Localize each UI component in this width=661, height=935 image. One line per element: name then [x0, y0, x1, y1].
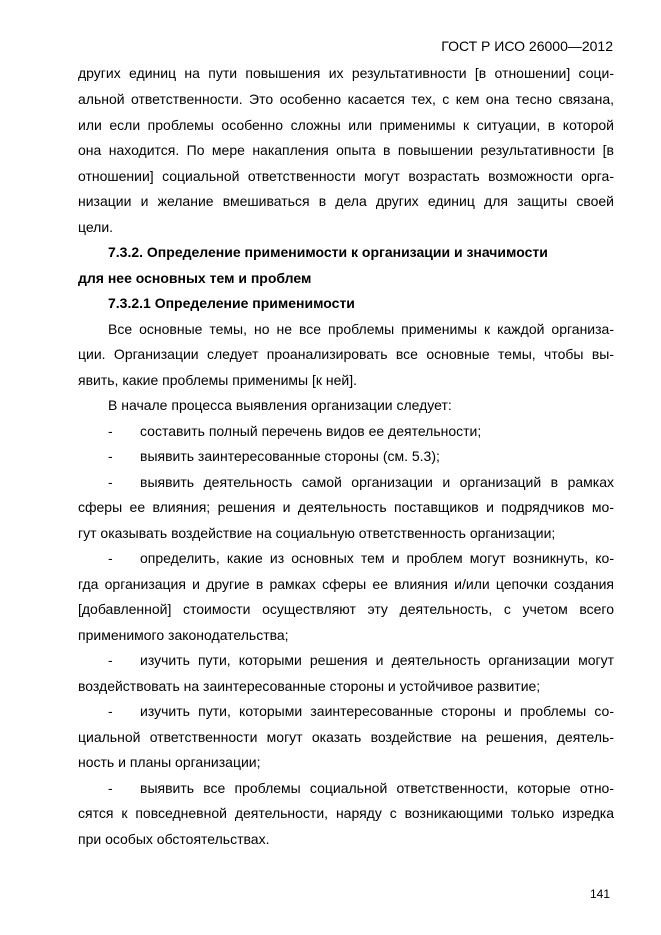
list-dash: -: [108, 652, 113, 668]
list-item: изучить пути, которыми заинтересованные стороны и проблемы со-: [140, 703, 614, 719]
list-dash: -: [108, 448, 113, 464]
page-number: 141: [589, 887, 610, 901]
text-line: или если проблемы особенно сложны или применимы к ситуации, в которой: [78, 117, 614, 133]
list-item: определить, какие из основных тем и проблем могут возникнуть, ко-: [140, 550, 614, 566]
text-line: явить, какие проблемы применимы [к ней].: [78, 372, 357, 388]
text-line: низации и желание вмешиваться в дела других единиц для защиты своей: [78, 193, 614, 209]
list-item-cont: применимого законодательства;: [78, 627, 289, 643]
list-dash: -: [108, 423, 113, 439]
list-dash: -: [108, 703, 113, 719]
list-item: выявить заинтересованные стороны (см. 5.3);: [140, 448, 440, 464]
text-line: других единиц на пути повышения их результативности [в отношении] соци-: [78, 65, 614, 81]
section-heading: 7.3.2. Определение применимости к организации и значимости: [108, 244, 548, 260]
list-dash: -: [108, 550, 113, 566]
text-line: ции. Организации следует проанализировать все основные темы, чтобы вы-: [78, 346, 614, 362]
text-line: она находится. По мере накапления опыта в повышении результативности [в: [78, 142, 614, 158]
list-item: выявить все проблемы социальной ответственности, которые отно-: [140, 780, 614, 796]
text-line: цели.: [78, 219, 114, 235]
list-item-cont: гда организация и другие в рамках сферы ее влияния и/или цепочки создания: [78, 576, 614, 592]
list-item-cont: сятся к повседневной деятельности, наряду с возникающими только изредка: [78, 805, 614, 821]
list-item-cont: гут оказывать воздействие на социальную ответственность организации;: [78, 525, 556, 541]
list-item-cont: циальной ответственности могут оказать воздействие на решения, деятель-: [78, 729, 614, 745]
list-item-cont: ность и планы организации;: [78, 754, 261, 770]
text-line: отношении] социальной ответственности могут возрастать возможности орга-: [78, 168, 614, 184]
list-item: составить полный перечень видов ее деятельности;: [140, 423, 482, 439]
list-item-cont: сферы ее влияния; решения и деятельность поставщиков и подрядчиков мо-: [78, 499, 614, 515]
document-header: ГОСТ Р ИСО 26000—2012: [441, 38, 613, 54]
list-item: выявить деятельность самой организации и организаций в рамках: [140, 474, 614, 490]
list-item-cont: воздействовать на заинтересованные стороны и устойчивое развитие;: [78, 678, 541, 694]
list-item-cont: [добавленной] стоимости осуществляют эту деятельность, с учетом всего: [78, 601, 614, 617]
list-item-cont: при особых обстоятельствах.: [78, 831, 270, 847]
section-heading: для нее основных тем и проблем: [78, 270, 312, 286]
list-item: изучить пути, которыми решения и деятельность организации могут: [140, 652, 614, 668]
text-line: В начале процесса выявления организации следует:: [108, 397, 452, 413]
text-line: Все основные темы, но не все проблемы применимы к каждой организа-: [108, 321, 614, 337]
list-dash: -: [108, 474, 113, 490]
subsection-heading: 7.3.2.1 Определение применимости: [108, 295, 355, 311]
list-dash: -: [108, 780, 113, 796]
text-line: альной ответственности. Это особенно касается тех, с кем она тесно связана,: [78, 91, 614, 107]
